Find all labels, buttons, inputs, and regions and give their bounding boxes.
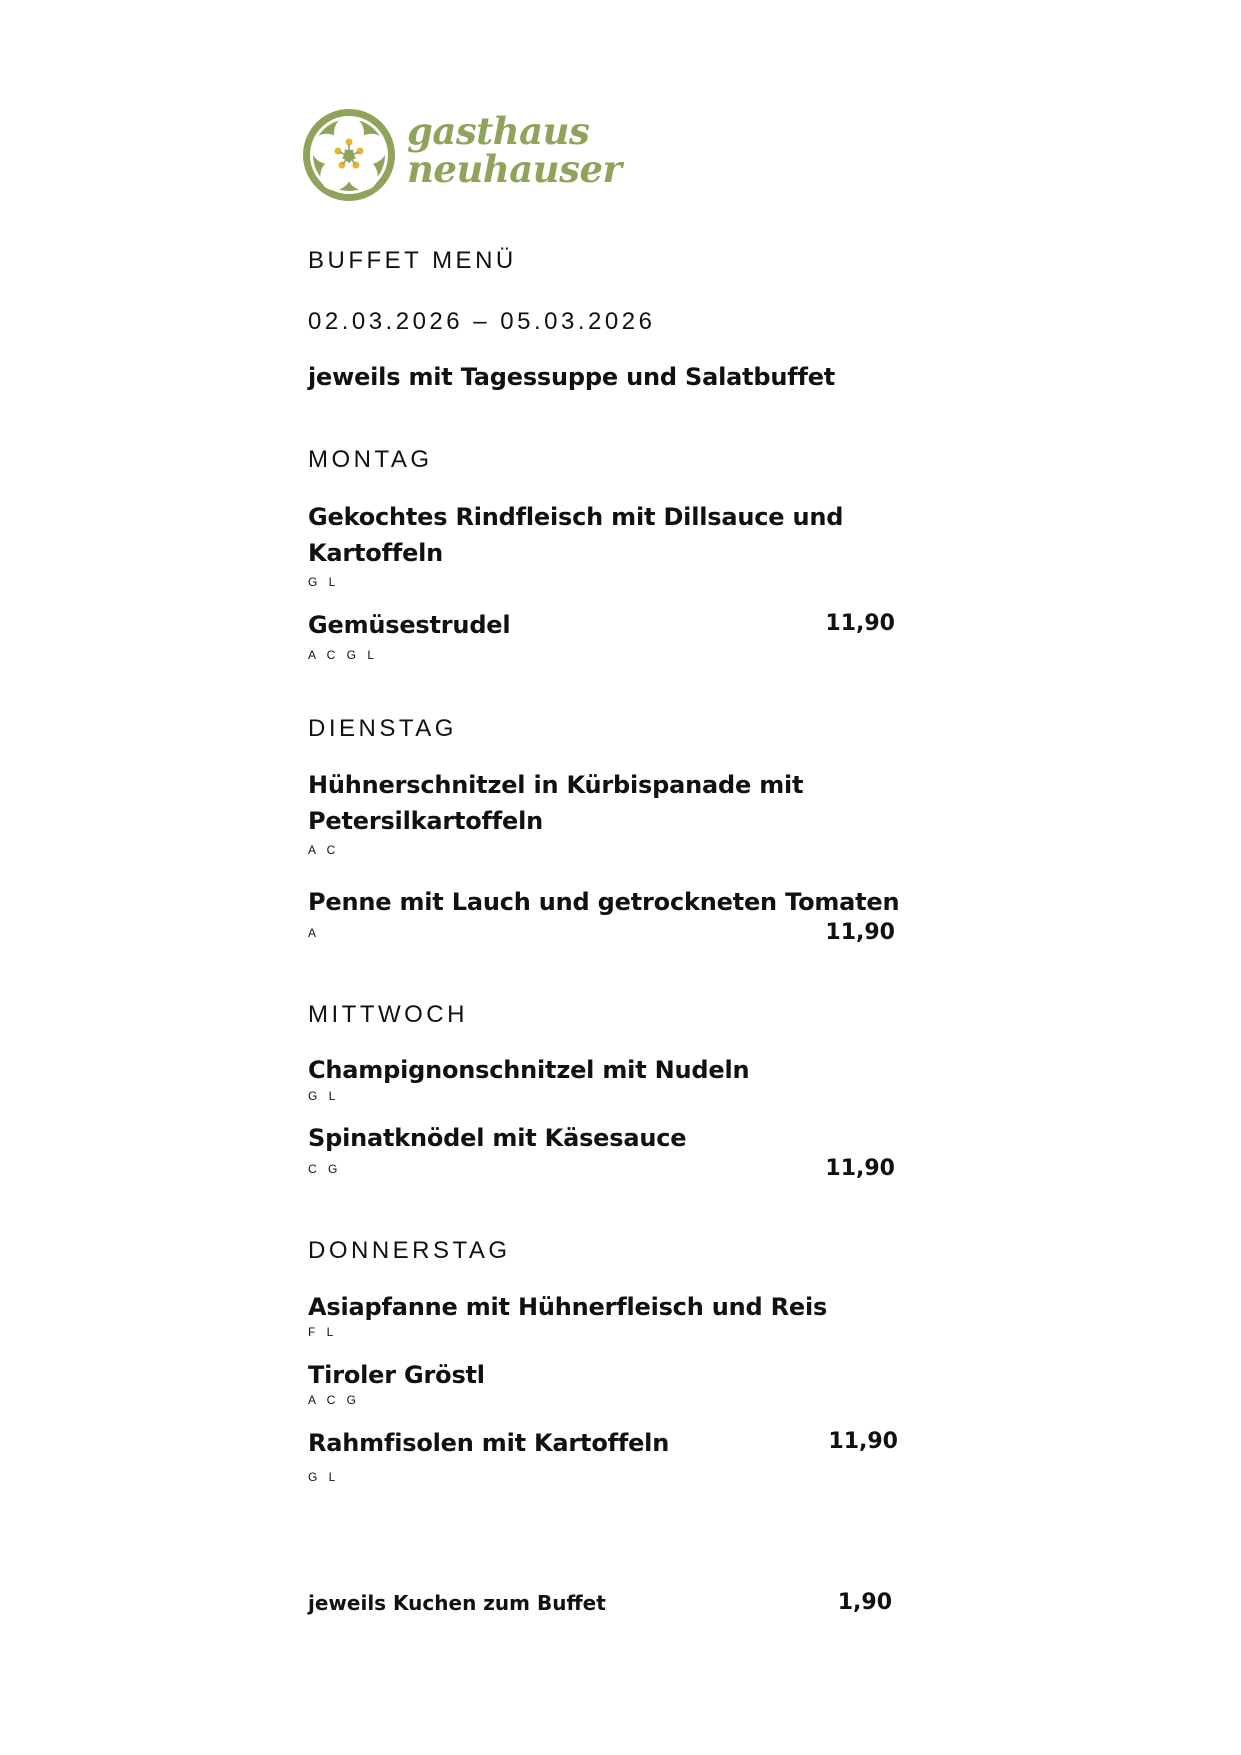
page-title: BUFFET MENÜ [308,247,517,274]
price: 11,90 [825,1156,895,1181]
flower-logo-icon [301,107,397,203]
price: 11,90 [825,920,895,945]
day-heading-mittwoch: MITTWOCH [308,1001,468,1028]
footer-price: 1,90 [837,1590,892,1615]
dish-name: Rahmfisolen mit Kartoffeln [308,1429,670,1457]
logo-line-2: neuhauser [407,147,622,191]
day-heading-montag: MONTAG [308,446,433,473]
date-range: 02.03.2026 – 05.03.2026 [308,308,656,335]
price: 11,90 [825,611,895,636]
allergen-codes: F L [308,1325,338,1339]
logo-line-1: gasthaus [407,109,590,153]
logo-wordmark [407,109,622,191]
allergen-codes: A C G L [308,648,379,662]
allergen-codes: G L [308,1470,340,1484]
dish-name: Hühnerschnitzel in Kürbispanade mit Petersilkartoffeln [308,771,804,835]
footer-text: jeweils Kuchen zum Buffet [308,1591,606,1615]
allergen-codes: C G [308,1162,342,1176]
allergen-codes: A [308,926,321,940]
dish-name: Tiroler Gröstl [308,1361,485,1389]
dish-name: Spinatknödel mit Käsesauce [308,1124,687,1152]
dish-name: Gekochtes Rindfleisch mit Dillsauce und Kartoffeln [308,503,844,567]
allergen-codes: A C G [308,1393,361,1407]
dish-name: Asiapfanne mit Hühnerfleisch und Reis [308,1293,828,1321]
dish-name: Penne mit Lauch und getrockneten Tomaten [308,888,900,916]
subtitle: jeweils mit Tagessuppe und Salatbuffet [308,363,836,391]
dish-name: Gemüsestrudel [308,611,511,639]
allergen-codes: A C [308,843,340,857]
allergen-codes: G L [308,575,340,589]
day-heading-dienstag: DIENSTAG [308,715,457,742]
allergen-codes: G L [308,1089,340,1103]
day-heading-donnerstag: DONNERSTAG [308,1237,511,1264]
price: 11,90 [828,1429,898,1454]
dish-name: Champignonschnitzel mit Nudeln [308,1056,750,1084]
